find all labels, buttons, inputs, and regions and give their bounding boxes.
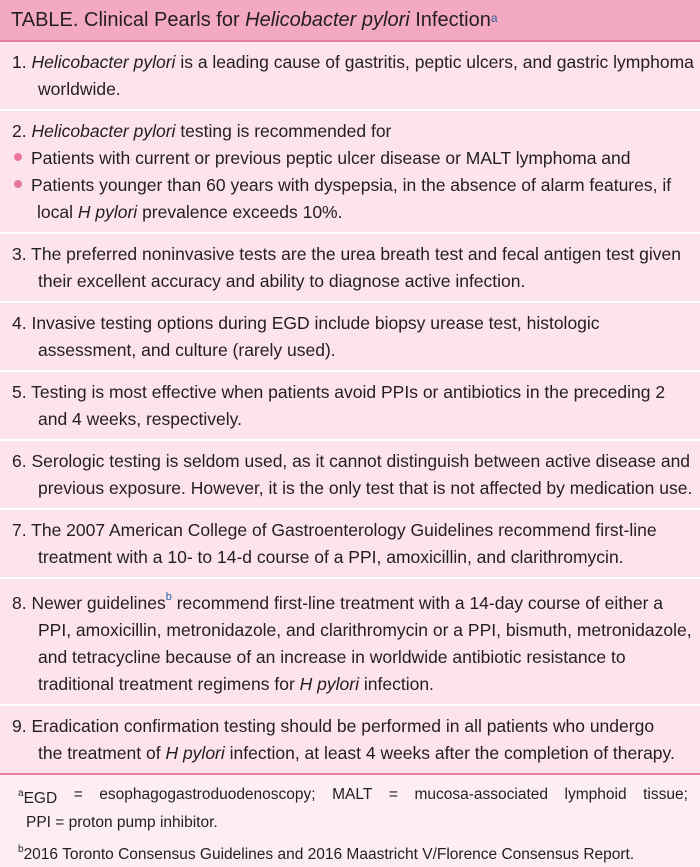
table-title-pre: Clinical Pearls for: [84, 8, 240, 31]
footnote-word: =: [388, 785, 398, 803]
row-text: 8. Newer guidelines: [12, 592, 166, 613]
row-text: PPI, amoxicillin, metronidazole, and clarithromycin or a PPI, bismuth, metronidazole,: [38, 619, 692, 640]
row-text: is a leading cause of gastritis, peptic ulcers, and gastric lymphoma: [180, 52, 694, 72]
bullet-dot-icon: [14, 180, 22, 188]
table-title-post: Infection: [415, 8, 491, 31]
footnote-word: esophagogastroduodenoscopy;: [99, 785, 316, 803]
bullet-text: local: [37, 202, 73, 222]
row-italic-term: H pylori: [165, 742, 225, 763]
footnote-text: 2016 Toronto Consensus Guidelines and 2016 Maastricht V/Florence Consensus Report.: [23, 846, 635, 864]
bullet-text: Patients with current or previous peptic ulcer disease or MALT lymphoma and: [31, 148, 631, 168]
row-italic-term: Helicobacter pylori: [31, 52, 176, 72]
table-label: TABLE.: [11, 8, 79, 31]
footnote-word: mucosa-associated: [414, 785, 548, 803]
footnote-word: MALT: [332, 785, 373, 803]
row-text: 4. Invasive testing options during EGD include biopsy urease test, histologic: [12, 313, 600, 333]
footnote-marker: b: [165, 591, 172, 603]
table-row-1: [0, 42, 700, 111]
row-number: 2.: [12, 121, 27, 141]
row-text: 7. The 2007 American College of Gastroenterology Guidelines recommend first-line: [12, 520, 657, 540]
row-text: assessment, and culture (rarely used).: [38, 340, 336, 360]
row-text: traditional treatment regimens for: [38, 673, 295, 694]
footnote-b: [18, 839, 688, 867]
bullet-text: prevalence exceeds 10%.: [142, 202, 343, 222]
footnote-a: [18, 783, 688, 835]
footnote-word: lymphoid: [564, 785, 627, 803]
table-row-2: [0, 111, 700, 234]
row-text: treatment with a 10- to 14-d course of a PPI, amoxicillin, and clarithromycin.: [38, 547, 624, 567]
table-body: [0, 42, 700, 773]
row-text: infection, at least 4 weeks after the completion of therapy.: [229, 742, 675, 763]
table-title-footnote-marker: a: [490, 11, 498, 25]
table-row-9: [0, 706, 700, 773]
bullet-dot-icon: [14, 153, 22, 161]
bullet-text: Patients younger than 60 years with dyspepsia, in the absence of alarm features, if: [31, 175, 672, 195]
row-text: 9. Eradication confirmation testing should be performed in all patients who undergo: [12, 715, 655, 736]
footnote-word: EGD: [23, 789, 58, 807]
table-footnotes: [0, 775, 700, 867]
bullet-item: [12, 172, 688, 199]
row-text: and tetracycline because of an increase in worldwide antibiotic resistance to: [38, 646, 626, 667]
row-text: 6. Serologic testing is seldom used, as it cannot distinguish between active disease and: [12, 451, 691, 471]
table-row-3: [0, 234, 700, 303]
row-text: the treatment of: [38, 742, 161, 763]
row-text: and 4 weeks, respectively.: [38, 409, 242, 429]
row-text: their excellent accuracy and ability to diagnose active infection.: [38, 271, 526, 291]
bullet-item: [12, 145, 688, 172]
row-text: 3. The preferred noninvasive tests are the urea breath test and fecal antigen test given: [12, 244, 681, 264]
row-text: previous exposure. However, it is the only test that is not affected by medication use.: [38, 478, 693, 498]
table-row-5: [0, 372, 700, 441]
table-row-4: [0, 303, 700, 372]
row-text: 5. Testing is most effective when patients avoid PPIs or antibiotics in the preceding 2: [12, 382, 666, 402]
footnote-text: PPI = proton pump inhibitor.: [26, 813, 218, 831]
row-italic-term: Helicobacter pylori: [31, 121, 176, 141]
table-row-7: [0, 510, 700, 579]
table-row-8: [0, 579, 700, 706]
row-text: testing is recommended for: [180, 121, 392, 141]
table-title-italic: Helicobacter pylori: [245, 8, 410, 31]
footnote-word: tissue;: [643, 785, 688, 803]
footnote-marker: a: [18, 787, 24, 799]
footnote-word: =: [73, 785, 83, 803]
row-italic-term: H pylori: [299, 673, 359, 694]
row-number: 1.: [12, 52, 27, 72]
footnote-marker: b: [18, 843, 24, 855]
bullet-italic-term: H pylori: [77, 202, 138, 222]
row-text: recommend first-line treatment with a 14-day course of either a: [176, 592, 664, 613]
row-text: worldwide.: [38, 79, 121, 99]
table-row-6: [0, 441, 700, 510]
row-text: infection.: [363, 673, 434, 694]
table-title: [0, 0, 700, 42]
